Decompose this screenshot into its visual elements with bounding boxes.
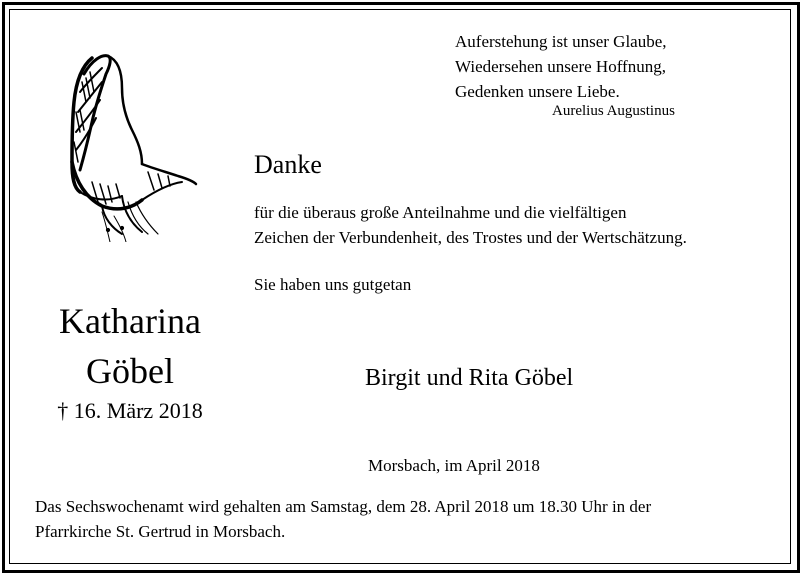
- service-line: Das Sechswochenamt wird gehalten am Samstag, dem 28. April 2018 um 18.30 Uhr in der: [35, 497, 652, 516]
- thanks-line: für die überaus große Anteilnahme und die vielfältigen: [254, 203, 627, 222]
- thanks-line: Zeichen der Verbundenheit, des Trostes und der Wertschätzung.: [254, 228, 687, 247]
- thanks-closing: Sie haben uns gutgetan: [254, 275, 412, 294]
- deceased-first-name: Katharina: [59, 301, 201, 341]
- death-date: † 16. März 2018: [57, 398, 203, 423]
- quote-line: Gedenken unsere Liebe.: [455, 82, 620, 101]
- quote-line: Auferstehung ist unser Glaube,: [455, 32, 667, 51]
- family-signature: Birgit und Rita Göbel: [365, 365, 574, 391]
- thanks-message: [254, 200, 687, 250]
- deceased-last-name: Göbel: [86, 351, 174, 391]
- quote-author: Aurelius Augustinus: [552, 103, 675, 119]
- quote-block: [455, 29, 667, 104]
- thanks-title: Danke: [254, 150, 322, 179]
- service-notice: [35, 494, 651, 544]
- praying-hands-icon: [62, 52, 198, 242]
- service-line: Pfarrkirche St. Gertrud in Morsbach.: [35, 522, 286, 541]
- place-date: Morsbach, im April 2018: [368, 456, 540, 475]
- quote-line: Wiedersehen unsere Hoffnung,: [455, 57, 666, 76]
